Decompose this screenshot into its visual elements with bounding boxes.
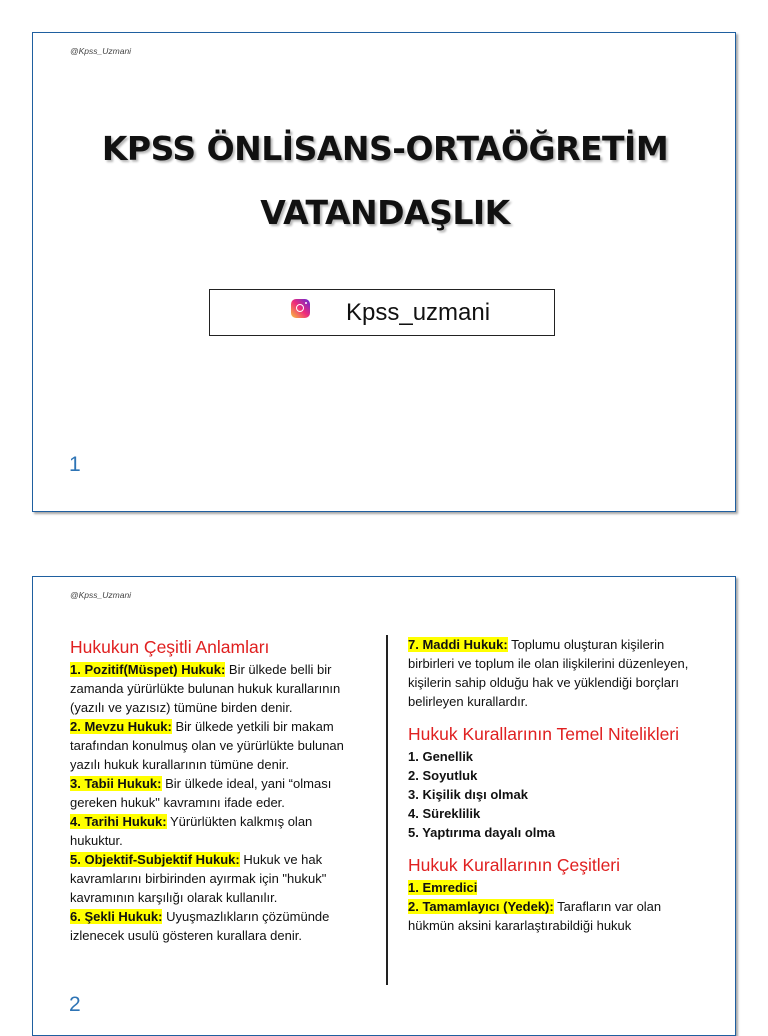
list-item: 4. Tarihi Hukuk: Yürürlükten kalkmış olan hukuktur. — [70, 814, 313, 848]
feature-item: 5. Yaptırıma dayalı olma — [408, 825, 556, 840]
section-heading: Hukuk Kurallarının Çeşitleri — [408, 855, 621, 875]
feature-item: 2. Soyutluk — [408, 768, 478, 783]
list-item: 7. Maddi Hukuk: Toplumu oluşturan kişilerin birbirleri ve toplum ile olan ilişkilerini düzenleyen, kişilerin sahip olduğu hak ve yüklendiği borçları belirleyen kurallardır. — [408, 637, 689, 709]
page-number: 1 — [69, 453, 81, 476]
list-item: 1. Pozitif(Müspet) Hukuk: Bir ülkede belli bir zamanda yürürlükte bulunan hukuk kurallarının (yazılı ve yazısız) tümüne birden denir. — [70, 662, 341, 715]
document-page-1 — [32, 32, 736, 512]
list-item: 6. Şekli Hukuk: Uyuşmazlıkların çözümünde izlenecek usulü gösteren kurallara denir. — [70, 909, 330, 943]
feature-item: 4. Süreklilik — [408, 806, 481, 821]
feature-item: 3. Kişilik dışı olmak — [408, 787, 528, 802]
document-page-2 — [32, 576, 736, 1036]
list-item: 5. Objektif-Subjektif Hukuk: Hukuk ve hak kavramlarını birbirinden ayırmak için "hukuk" kavramının karşılığı olarak kullanılır. — [70, 852, 327, 905]
page-title-line-2: VATANDAŞLIK — [260, 193, 510, 232]
list-item: 1. Emredici — [408, 880, 478, 895]
page-number: 2 — [69, 993, 81, 1016]
instagram-icon — [291, 299, 310, 318]
list-item: 2. Mevzu Hukuk: Bir ülkede yetkili bir makam tarafından konulmuş olan ve yürürlükte bulunan yazılı hukuk kurallarının tümüne denir. — [70, 719, 344, 772]
instagram-username: Kpss_uzmani — [346, 299, 491, 326]
page-title-line-1: KPSS ÖNLİSANS-ORTAÖĞRETİM — [101, 129, 669, 168]
section-heading: Hukukun Çeşitli Anlamları — [70, 637, 270, 657]
section-heading: Hukuk Kurallarının Temel Nitelikleri — [408, 724, 680, 744]
header-handle: @Kpss_Uzmani — [70, 46, 132, 56]
instagram-box — [209, 289, 555, 336]
column-divider — [386, 635, 388, 985]
right-column — [408, 635, 708, 935]
feature-item: 1. Genellik — [408, 749, 474, 764]
header-handle: @Kpss_Uzmani — [70, 590, 132, 600]
list-item: 3. Tabii Hukuk: Bir ülkede ideal, yani “olması gereken hukuk" kavramını ifade eder. — [70, 776, 332, 810]
list-item: 2. Tamamlayıcı (Yedek): Tarafların var olan hükmün aksini kararlaştırabildiği hukuk — [408, 899, 662, 933]
left-column — [70, 635, 365, 945]
